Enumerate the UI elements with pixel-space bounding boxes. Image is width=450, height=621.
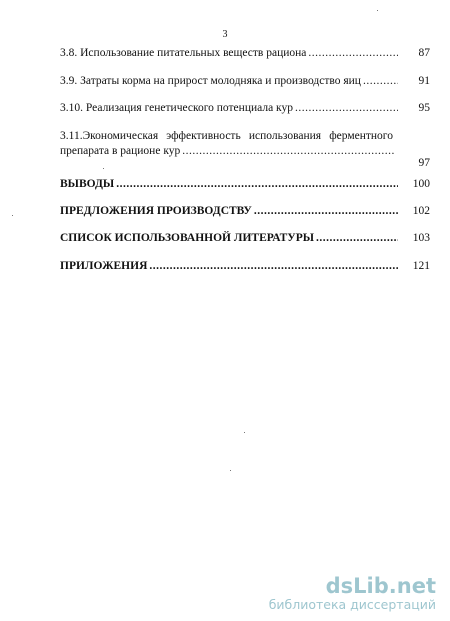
watermark	[269, 575, 436, 613]
toc-leader-dots	[316, 231, 398, 245]
toc-leader-dots	[363, 74, 398, 88]
toc-entry-page: 103	[412, 232, 430, 244]
scan-speck	[244, 432, 245, 433]
toc-entry-title: 3.9. Затраты корма на прирост молодняка и производство яиц	[60, 75, 361, 87]
toc-entry	[60, 74, 430, 88]
toc-leader-dots	[149, 259, 398, 273]
toc-entry-page: 100	[412, 178, 430, 190]
scan-speck	[230, 470, 231, 471]
toc-leader-dots	[308, 46, 398, 60]
toc-entry-title: ПРЕДЛОЖЕНИЯ ПРОИЗВОДСТВУ	[60, 205, 252, 217]
toc-leader-dots	[116, 177, 398, 191]
toc-entry	[60, 231, 430, 245]
watermark-subtitle: библиотека диссертаций	[268, 597, 436, 612]
toc-entry	[60, 46, 430, 60]
toc-entry	[60, 177, 430, 191]
toc-entry-title-line1: 3.11.Экономическая эффективность использования ферментного	[60, 130, 393, 142]
toc-entry-title: ВЫВОДЫ	[60, 178, 115, 190]
toc-leader-dots	[254, 204, 398, 218]
toc-leader-dots	[182, 144, 395, 158]
toc-entry	[60, 259, 430, 273]
toc-entry-title-line2: препарата в рационе кур	[60, 145, 181, 157]
toc-entry-page: 87	[418, 47, 430, 59]
toc-entry-page: 102	[412, 205, 430, 217]
toc-entry-page: 97	[418, 157, 430, 169]
toc-entry-page: 91	[418, 75, 430, 87]
toc-entry-title: 3.10. Реализация генетического потенциала кур	[60, 102, 293, 114]
scan-speck	[103, 168, 104, 169]
scan-speck	[377, 10, 378, 11]
toc-entry-page: 95	[418, 102, 430, 114]
toc-entry	[60, 204, 430, 218]
toc-leader-dots	[295, 101, 398, 115]
toc-entry-title: ПРИЛОЖЕНИЯ	[60, 260, 148, 272]
watermark-logo: dsLib.net	[325, 574, 436, 598]
toc-entry	[60, 129, 430, 170]
scan-speck	[12, 215, 13, 216]
page-number: 3	[222, 29, 228, 40]
toc-entry-title: СПИСОК ИСПОЛЬЗОВАННОЙ ЛИТЕРАТУРЫ	[60, 232, 315, 244]
toc-entry-title: 3.8. Использование питательных веществ рациона	[60, 47, 307, 59]
toc-entry-page: 121	[412, 260, 430, 272]
toc-entry	[60, 101, 430, 115]
